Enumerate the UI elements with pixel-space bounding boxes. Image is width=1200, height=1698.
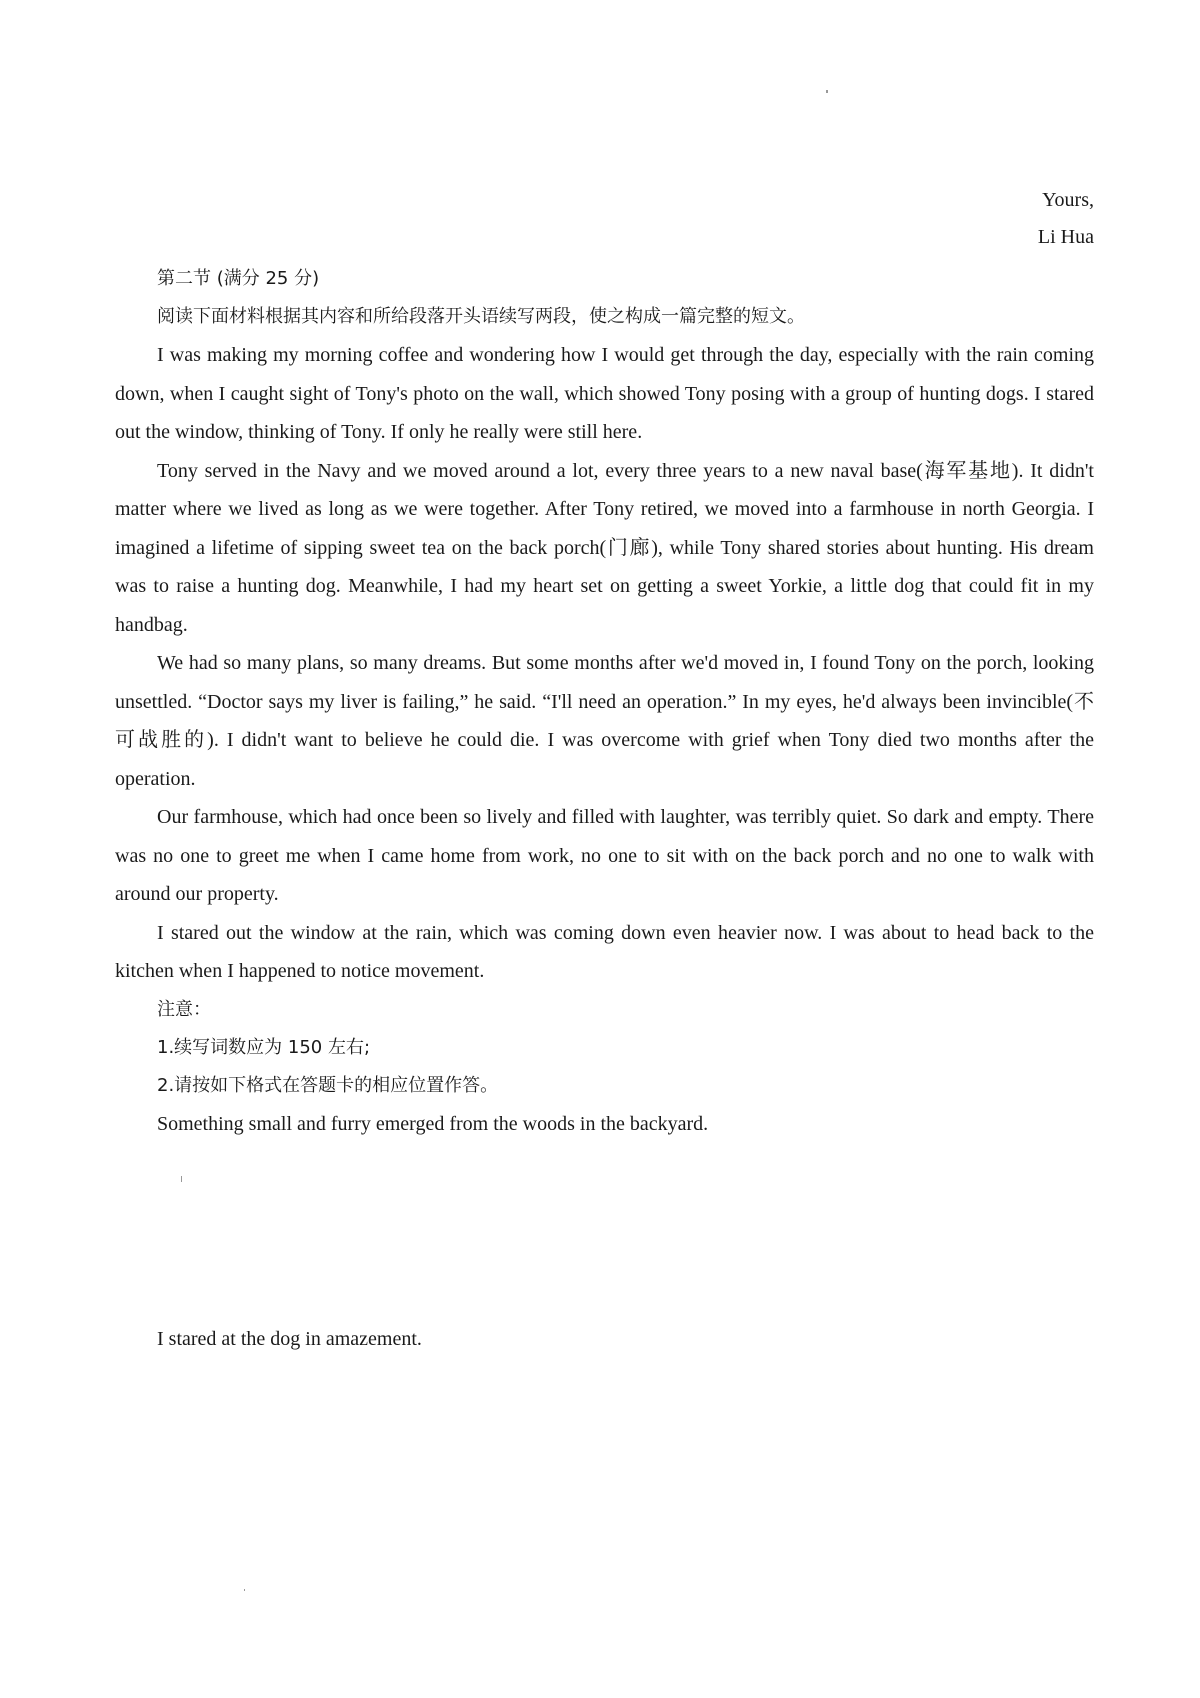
story-paragraph: I was making my morning coffee and wondering how I would get through the day, especially with the rain coming down, when I caught sight of Tony's photo on the wall, which showed Tony posing with a group of hunting dogs. I stared out the window, thinking of Tony. If only he really were still here. bbox=[115, 344, 1094, 443]
story-paragraph: Tony served in the Navy and we moved around a lot, every three years to a new naval base(海军基地). It didn't matter where we lived as long as we were together. After Tony retired, we moved into a farmhouse in north Georgia. I imagined a lifetime of sipping sweet tea on the back porch(门廊), while Tony shared stories about hunting. His dream was to raise a hunting dog. Meanwhile, I had my heart set on getting a sweet Yorkie, a little dog that could fit in my handbag. bbox=[115, 459, 1094, 636]
note-item: 2.请按如下格式在答题卡的相应位置作答。 bbox=[157, 1074, 499, 1096]
section-instruction: 阅读下面材料根据其内容和所给段落开头语续写两段，使之构成一篇完整的短文。 bbox=[157, 306, 805, 327]
story-paragraph: We had so many plans, so many dreams. But some months after we'd moved in, I found Tony on the porch, looking unsettled. “Doctor says my liver is failing,” he said. “I'll need an operation.” In my eyes, he'd always been invincible(不可战胜的). I didn't want to believe he could die. I was overcome with grief when Tony died two months after the operation. bbox=[115, 652, 1094, 790]
paragraph-two-opening: I stared at the dog in amazement. bbox=[157, 1328, 422, 1350]
note-item: 1.续写词数应为 150 左右; bbox=[157, 1036, 371, 1058]
scan-speck bbox=[244, 1589, 245, 1591]
notes-heading: 注意： bbox=[157, 998, 211, 1020]
letter-closing-name: Li Hua bbox=[1037, 226, 1094, 248]
section-heading: 第二节 (满分 25 分) bbox=[157, 268, 320, 289]
scan-speck bbox=[181, 1176, 182, 1182]
letter-closing-salutation: Yours, bbox=[1042, 189, 1094, 211]
paragraph-one-opening: Something small and furry emerged from the woods in the backyard. bbox=[157, 1112, 709, 1135]
section-two bbox=[115, 260, 1094, 1143]
scan-speck bbox=[826, 90, 828, 93]
story-paragraph: Our farmhouse, which had once been so lively and filled with laughter, was terribly quiet. So dark and empty. There was no one to greet me when I came home from work, no one to sit with on the back porch and no one to walk with around our property. bbox=[115, 806, 1094, 905]
story-paragraph: I stared out the window at the rain, which was coming down even heavier now. I was about to head back to the kitchen when I happened to notice movement. bbox=[115, 921, 1094, 982]
